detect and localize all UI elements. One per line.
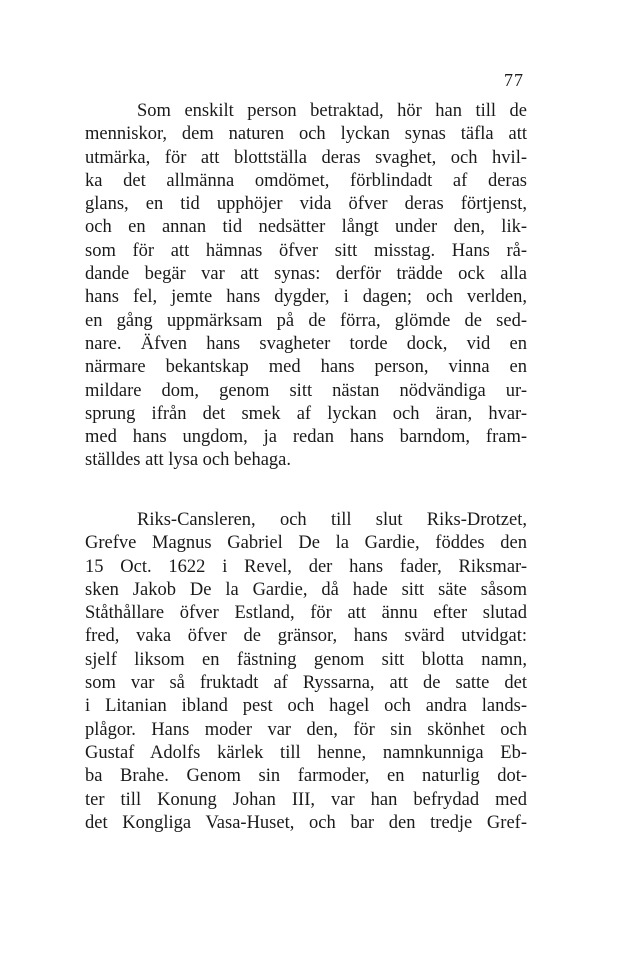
text-line: Grefve Magnus Gabriel De la Gardie, föddes den [85, 533, 527, 554]
text-line: i Litanian ibland pest och hagel och andra lands- [85, 696, 527, 717]
paragraph-1 [85, 100, 527, 473]
text-line: det Kongliga Vasa-Huset, och bar den tredje Gref- [85, 812, 527, 833]
text-line: mildare dom, genom sitt nästan nödvändiga ur- [85, 380, 527, 401]
text-line: plågor. Hans moder var den, för sin skönhet och [85, 719, 527, 740]
text-line: Riks-Cansleren, och till slut Riks-Drotzet, [137, 510, 527, 530]
text-line: ka det allmänna omdömet, förblindadt af deras [85, 170, 527, 191]
text-line: sken Jakob De la Gardie, då hade sitt säte såsom [85, 579, 527, 600]
text-line: en gång uppmärksam på de förra, glömde de sed- [85, 310, 527, 331]
paragraph-2 [85, 509, 527, 835]
text-line: utmärka, för att blottställa deras svaghet, och hvil- [85, 147, 527, 168]
text-line: 15 Oct. 1622 i Revel, der hans fader, Riksmar- [85, 556, 527, 577]
page-number: 77 [504, 70, 524, 90]
text-line: med hans ungdom, ja redan hans barndom, fram- [85, 427, 527, 448]
text-line: som för att hämnas öfver sitt misstag. Hans rå- [85, 240, 527, 261]
text-line: som var så fruktadt af Ryssarna, att de satte det [85, 673, 527, 694]
text-line: hans fel, jemte hans dygder, i dagen; och verlden, [85, 287, 527, 308]
text-line: sjelf liksom en fästning genom sitt blotta namn, [85, 649, 527, 670]
text-line: glans, en tid upphöjer vida öfver deras förtjenst, [85, 194, 527, 215]
text-line: Gustaf Adolfs kärlek till henne, namnkunniga Eb- [85, 742, 527, 763]
text-line: ter till Konung Johan III, var han befrydad med [85, 789, 527, 810]
text-line: nare. Äfven hans svagheter torde dock, vid en [85, 333, 527, 354]
text-line: dande begär var att synas: derför trädde ock alla [85, 264, 527, 285]
text-line: fred, vaka öfver de gränsor, hans svärd utvidgat: [85, 626, 527, 647]
text-line: Ståthållare öfver Estland, för att ännu efter slutad [85, 603, 527, 624]
text-line: Som enskilt person betraktad, hör han till de [137, 101, 527, 121]
text-line: sprung ifrån det smek af lyckan och äran, hvar- [85, 403, 527, 424]
text-line: närmare bekantskap med hans person, vinna en [85, 357, 527, 378]
text-line: och en annan tid nedsätter långt under den, lik- [85, 217, 527, 238]
text-line: ställdes att lysa och behaga. [85, 450, 292, 471]
text-line: ba Brahe. Genom sin farmoder, en naturlig dot- [85, 766, 527, 787]
text-line: menniskor, dem naturen och lyckan synas täfla att [85, 124, 527, 145]
